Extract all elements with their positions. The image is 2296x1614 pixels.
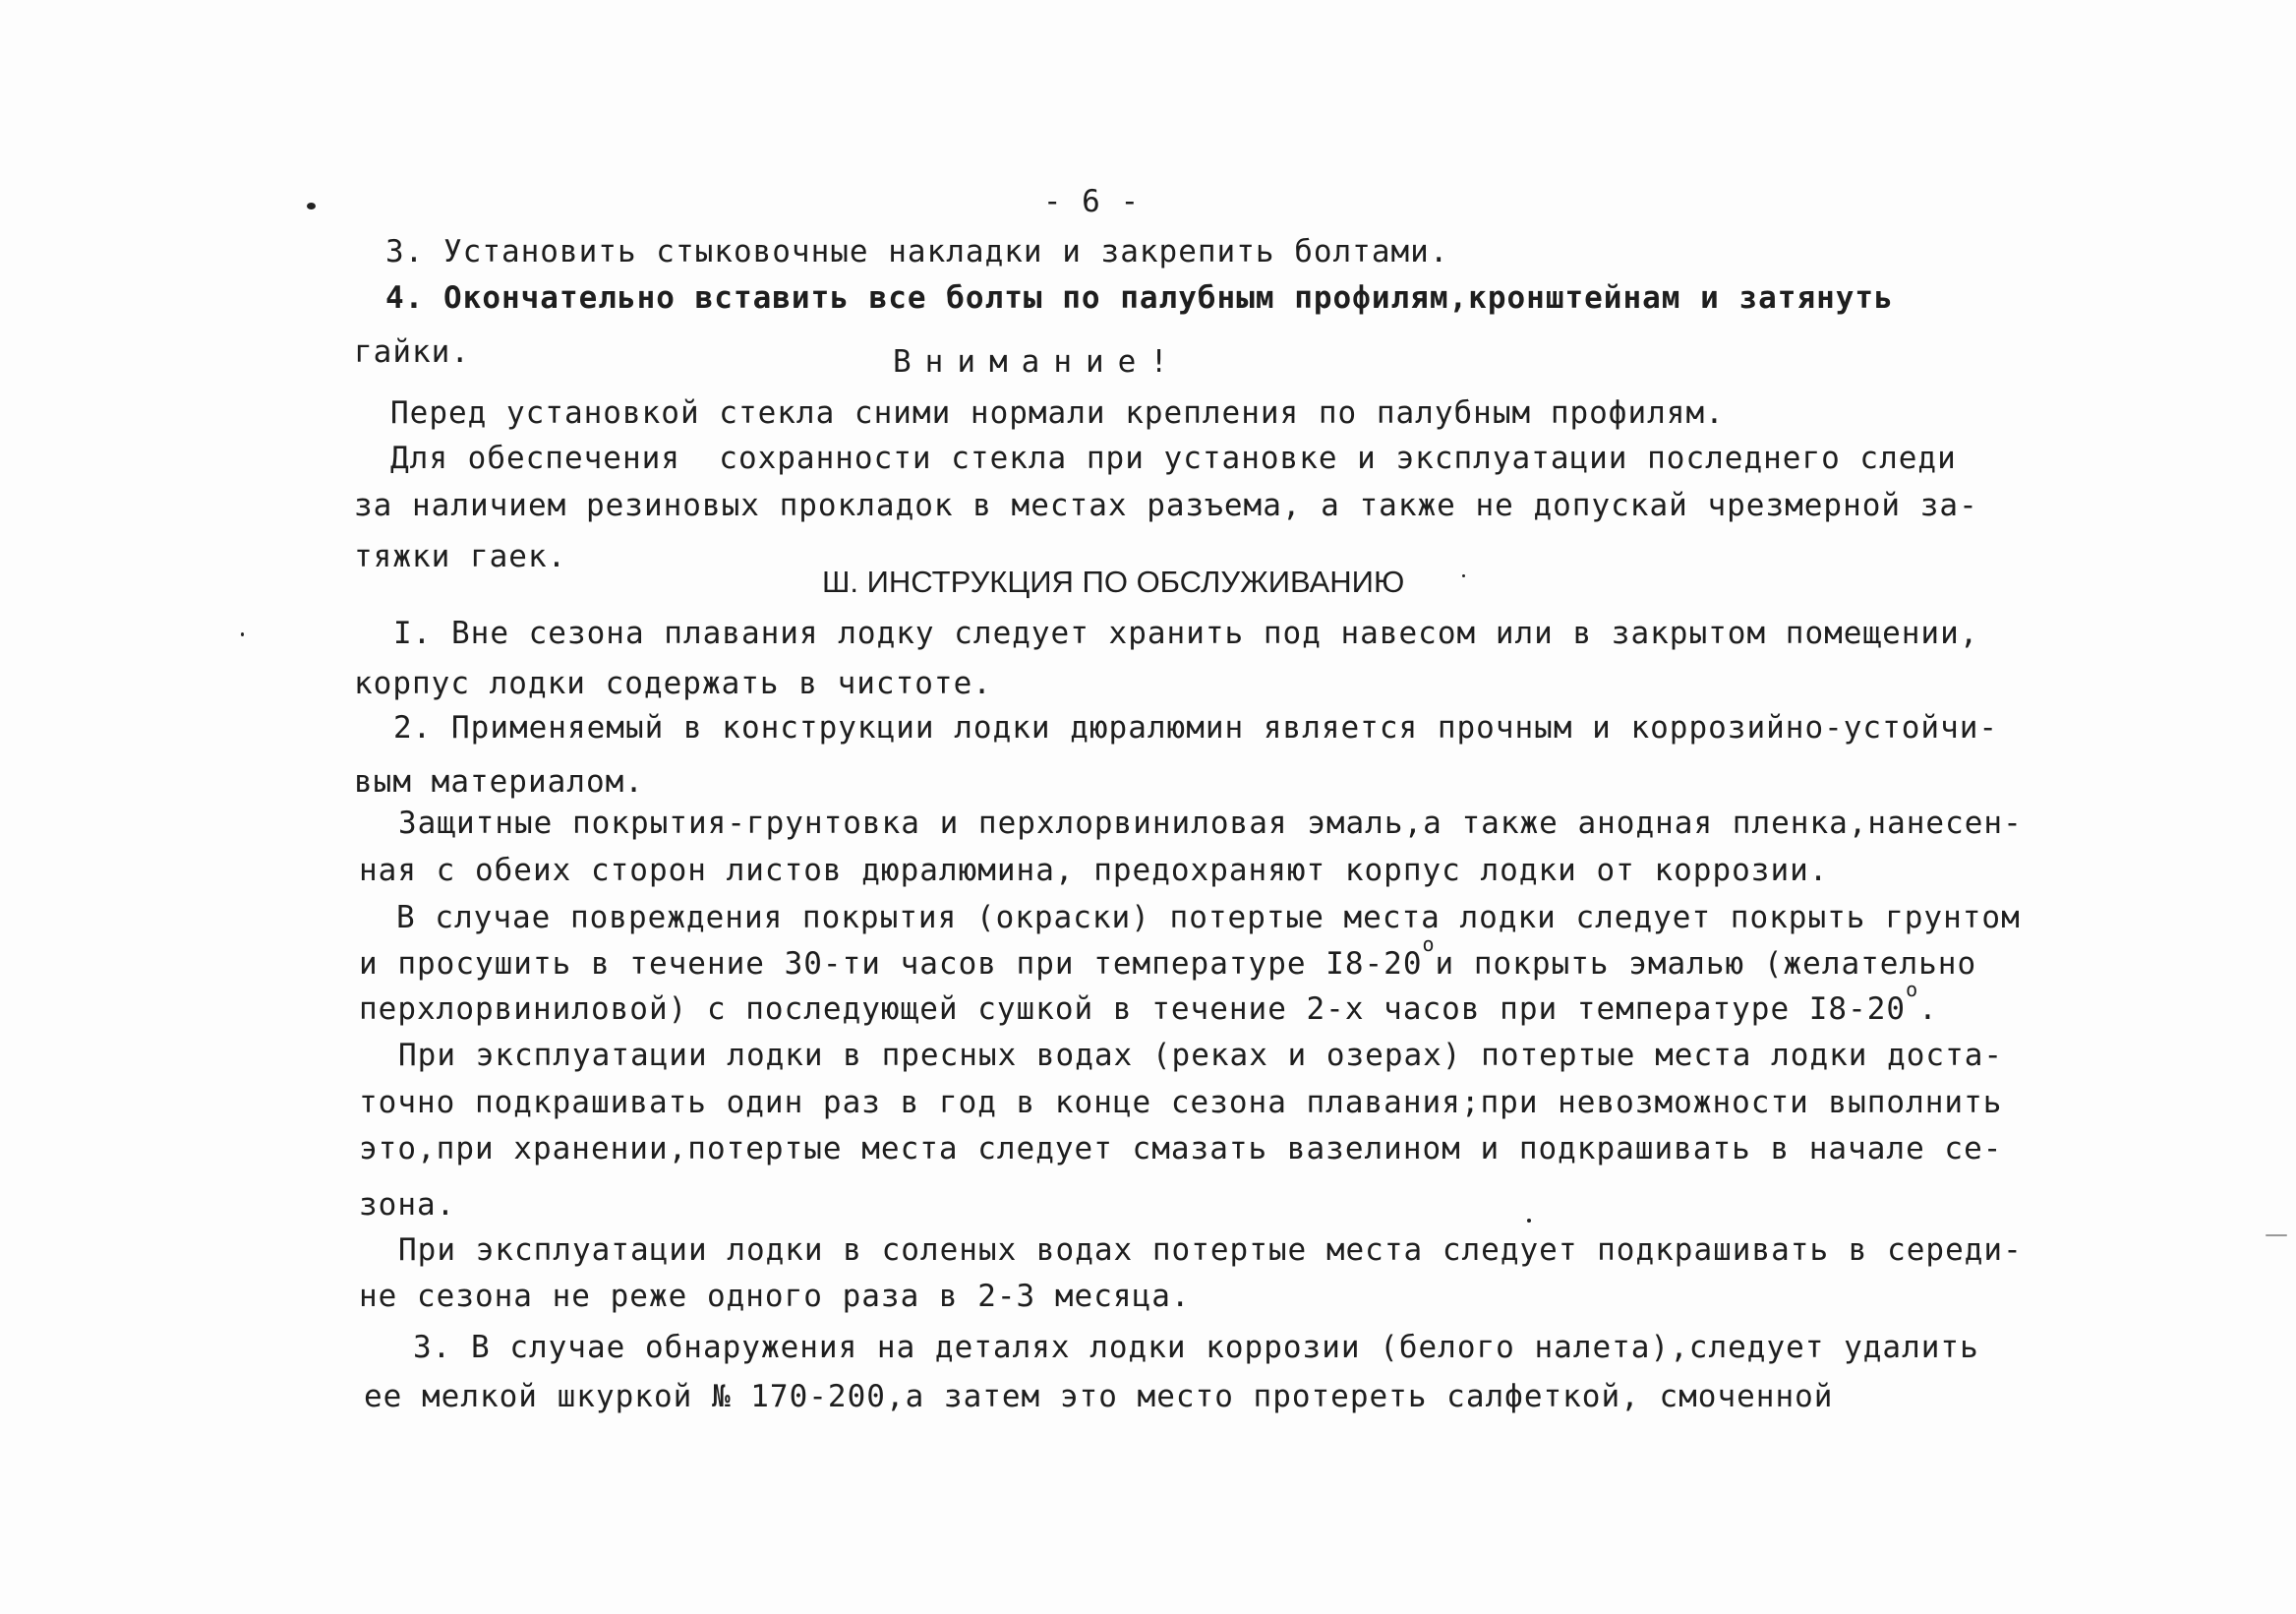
text-fragment: . <box>1918 991 1938 1027</box>
text-line: При эксплуатации лодки в соленых водах потертые места следует подкрашивать в середи- <box>398 1232 2023 1268</box>
text-line: гайки. <box>354 334 470 370</box>
text-line <box>359 977 1938 1029</box>
text-line: зона. <box>359 1187 456 1223</box>
text-line: за наличием резиновых прокладок в местах разъема, а также не допускай чрезмерной за- <box>354 488 1978 523</box>
text-line: вым материалом. <box>354 764 644 800</box>
scan-speck <box>307 203 316 209</box>
text-line: При эксплуатации лодки в пресных водах (реках и озерах) потертые места лодки доста- <box>398 1038 2004 1073</box>
text-line: 3. В случае обнаружения на деталях лодки коррозии (белого налета),следует удалить <box>413 1330 1979 1365</box>
text-line: Защитные покрытия-грунтовка и перхлорвиниловая эмаль,а также анодная пленка,нанесен- <box>398 806 2023 841</box>
scan-speck <box>241 632 244 636</box>
text-line: тяжки гаек. <box>354 539 567 574</box>
degree-superscript: о <box>1422 931 1436 956</box>
text-fragment: и просушить в течение 30-ти часов при температуре I8-20 <box>359 946 1423 982</box>
text-line: I. Вне сезона плавания лодку следует хранить под навесом или в закрытом помещении, <box>393 616 1979 651</box>
text-line: ее мелкой шкуркой № 170-200,а затем это место протереть салфеткой, смоченной <box>364 1379 1834 1414</box>
text-fragment: перхлорвиниловой) с последующей сушкой в течение 2-х часов при температуре I8-20 <box>359 991 1907 1027</box>
text-line: 2. Применяемый в конструкции лодки дюралюмин является прочным и коррозийно-устойчи- <box>393 710 1999 746</box>
text-line: 4. Окончательно вставить все болты по палубным профилям,кронштейнам и затянуть <box>385 280 1894 316</box>
text-line: точно подкрашивать один раз в год в конце сезона плавания;при невозможности выполнить <box>359 1085 2003 1120</box>
text-line: корпус лодки содержать в чистоте. <box>354 666 992 701</box>
scan-speck <box>1527 1219 1531 1223</box>
scan-speck <box>1462 574 1465 577</box>
text-line: не сезона не реже одного раза в 2-3 месяца. <box>359 1279 1191 1314</box>
degree-superscript: о <box>1906 977 1919 1001</box>
attention-heading: Внимание! <box>893 344 1182 380</box>
text-line: Для обеспечения сохранности стекла при установке и эксплуатации последнего следи <box>390 441 1957 476</box>
scan-speck <box>2266 1234 2287 1236</box>
text-line: 3. Установить стыковочные накладки и закрепить болтами. <box>385 234 1449 269</box>
text-line: Перед установкой стекла сними нормали крепления по палубным профилям. <box>390 395 1725 431</box>
text-line: ная с обеих сторон листов дюралюмина, предохраняют корпус лодки от коррозии. <box>359 853 1829 888</box>
text-line <box>359 931 1977 984</box>
text-fragment: и покрыть эмалью (желательно <box>1435 946 1977 982</box>
page-number: - 6 - <box>1042 184 1141 219</box>
text-line: В случае повреждения покрытия (окраски) потертые места лодки следует покрыть грунтом <box>396 900 2021 935</box>
section-heading: Ш. ИНСТРУКЦИЯ ПО ОБСЛУЖИВАНИЮ <box>822 565 1405 599</box>
text-line: это,при хранении,потертые места следует смазать вазелином и подкрашивать в начале се- <box>359 1131 2003 1166</box>
